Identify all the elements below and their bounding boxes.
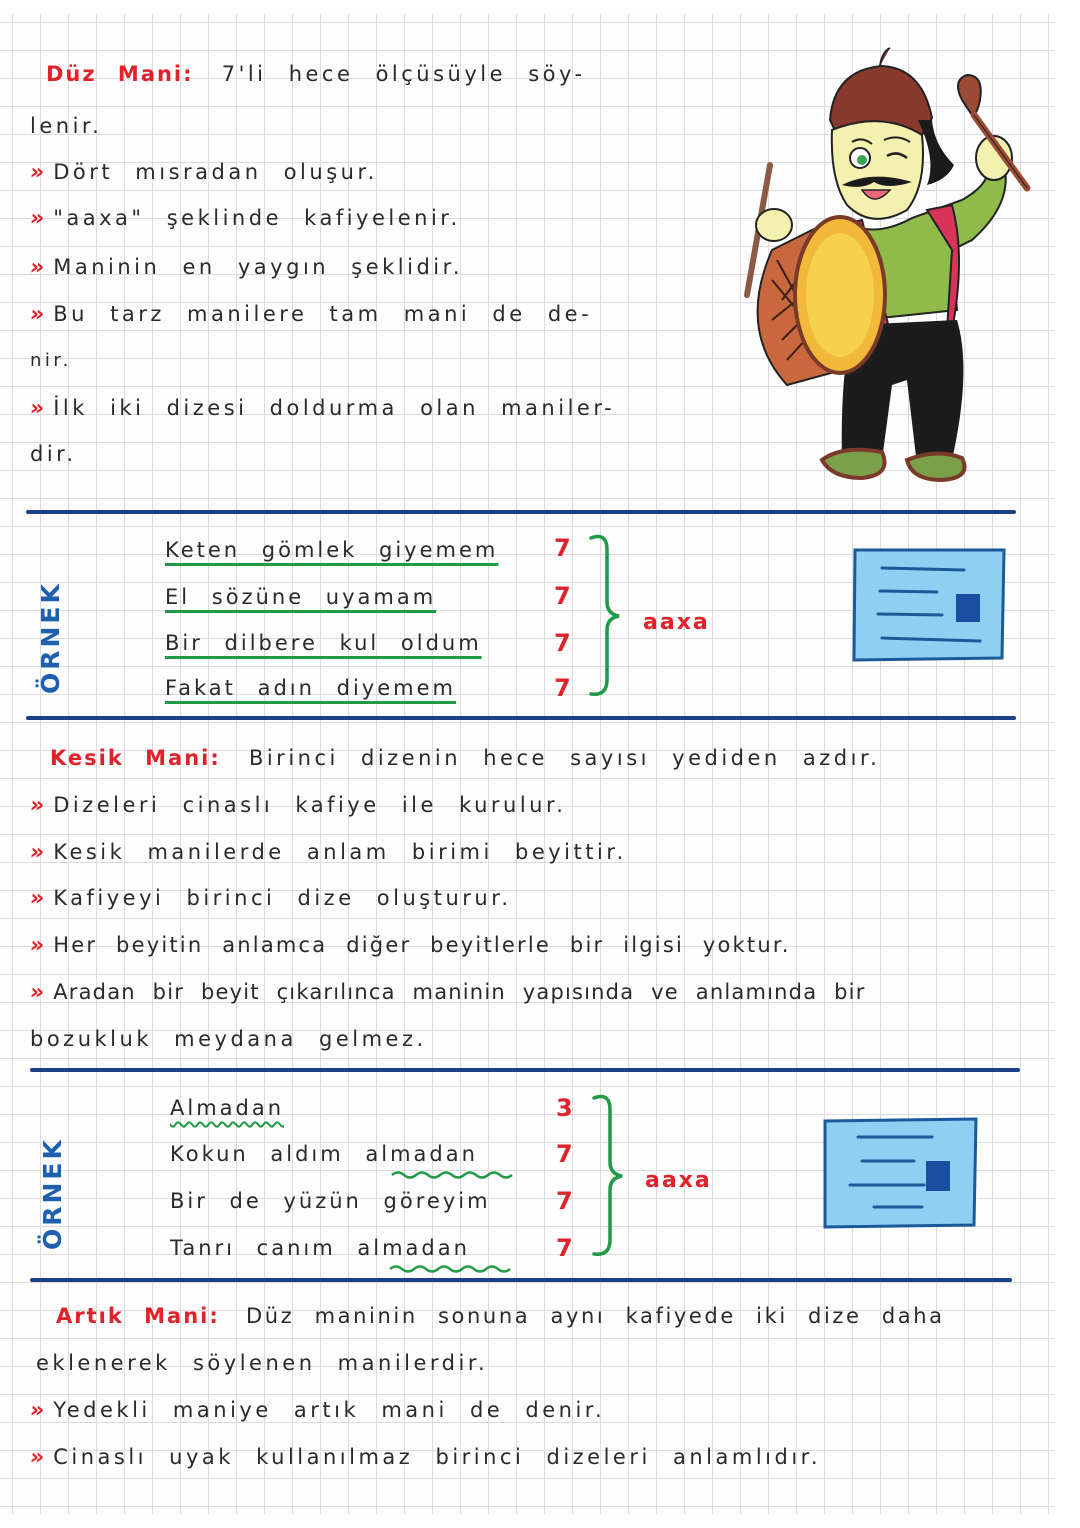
verse-line: Almadan	[170, 1096, 285, 1120]
artik-mani-bullet-1: » Yedekli maniye artık mani de denir.	[28, 1398, 606, 1423]
kesik-mani-bullet-1: » Dizeleri cinaslı kafiye ile kurulur.	[28, 793, 567, 818]
wavy-underline	[390, 1170, 514, 1180]
bullet-arrow-icon: »	[28, 396, 41, 421]
verse-line: Bir de yüzün göreyim	[170, 1189, 491, 1213]
letter-card-icon	[852, 546, 1008, 664]
bullet-arrow-icon: »	[28, 980, 41, 1005]
syllable-count: 7	[556, 1234, 573, 1262]
syllable-count: 7	[556, 1140, 573, 1168]
ornek-label: ÖRNEK	[36, 581, 65, 694]
syllable-count: 3	[556, 1094, 573, 1122]
ornek-label: ÖRNEK	[38, 1137, 67, 1250]
duz-mani-bullet-1: » Dört mısradan oluşur.	[28, 160, 378, 185]
rhyme-scheme: aaxa	[645, 1168, 712, 1193]
kesik-mani-bullet-3: » Kafiyeyi birinci dize oluşturur.	[28, 886, 512, 911]
verse-line: Keten gömlek giyemem	[165, 538, 499, 562]
syllable-count: 7	[554, 674, 571, 702]
duz-mani-heading: Düz Mani:	[46, 62, 194, 86]
bullet-arrow-icon: »	[28, 1445, 41, 1470]
bullet-arrow-icon: »	[28, 840, 41, 865]
drummer-illustration	[722, 40, 1042, 485]
bullet-arrow-icon: »	[28, 160, 41, 185]
bullet-arrow-icon: »	[28, 302, 41, 327]
letter-card-icon	[822, 1115, 978, 1231]
curly-brace-icon	[588, 1090, 628, 1260]
syllable-count: 7	[554, 582, 571, 610]
curly-brace-icon	[585, 530, 625, 700]
kesik-mani-bullet-5-cont: bozukluk meydana gelmez.	[30, 1027, 427, 1051]
duz-mani-intro-cont: lenir.	[30, 114, 103, 138]
section-divider	[30, 1068, 1020, 1072]
kesik-mani-bullet-4: » Her beyitin anlamca diğer beyitlerle bir ilgisi yoktur.	[28, 933, 791, 958]
verse-line: Kokun aldım almadan	[170, 1142, 478, 1166]
syllable-count: 7	[556, 1187, 573, 1215]
artik-mani-intro-cont: eklenerek söylenen manilerdir.	[36, 1351, 489, 1375]
section-divider	[26, 716, 1016, 720]
artik-mani-heading: Artık Mani:	[56, 1304, 220, 1328]
bullet-arrow-icon: »	[28, 933, 41, 958]
duz-mani-bullet-3: » Maninin en yaygın şeklidir.	[28, 255, 463, 280]
bullet-arrow-icon: »	[28, 793, 41, 818]
verse-line: El sözüne uyamam	[165, 585, 437, 609]
duz-mani-intro: Düz Mani: 7'li hece ölçüsüyle söy-	[46, 62, 586, 86]
bullet-arrow-icon: »	[28, 206, 41, 231]
section-divider	[26, 510, 1016, 514]
rhyme-scheme: aaxa	[643, 610, 710, 635]
bullet-arrow-icon: »	[28, 886, 41, 911]
wavy-underline	[388, 1264, 512, 1274]
kesik-mani-heading: Kesik Mani:	[50, 746, 221, 770]
artik-mani-intro: Artık Mani: Düz maninin sonuna aynı kafiyede iki dize daha	[56, 1304, 945, 1328]
verse-line: Tanrı canım almadan	[170, 1236, 470, 1260]
section-divider	[30, 1278, 1012, 1282]
kesik-mani-bullet-2: » Kesik manilerde anlam birimi beyittir.	[28, 840, 627, 865]
duz-mani-bullet-4: » Bu tarz manilere tam mani de de-	[28, 302, 593, 327]
artik-mani-bullet-2: » Cinaslı uyak kullanılmaz birinci dizeleri anlamlıdır.	[28, 1445, 822, 1470]
bullet-arrow-icon: »	[28, 1398, 41, 1423]
duz-mani-bullet-2: » "aaxa" şeklinde kafiyelenir.	[28, 206, 461, 231]
verse-line: Bir dilbere kul oldum	[165, 631, 482, 655]
kesik-mani-bullet-5: » Aradan bir beyit çıkarılınca maninin yapısında ve anlamında bir	[28, 980, 866, 1005]
syllable-count: 7	[554, 534, 571, 562]
bullet-arrow-icon: »	[28, 255, 41, 280]
syllable-count: 7	[554, 629, 571, 657]
kesik-mani-intro: Kesik Mani: Birinci dizenin hece sayısı yediden azdır.	[50, 746, 881, 770]
duz-mani-bullet-5-cont: dir.	[30, 442, 77, 466]
duz-mani-bullet-5: » İlk iki dizesi doldurma olan maniler-	[28, 396, 616, 421]
verse-line: Fakat adın diyemem	[165, 676, 456, 700]
duz-mani-bullet-4-cont: nir.	[30, 350, 72, 371]
